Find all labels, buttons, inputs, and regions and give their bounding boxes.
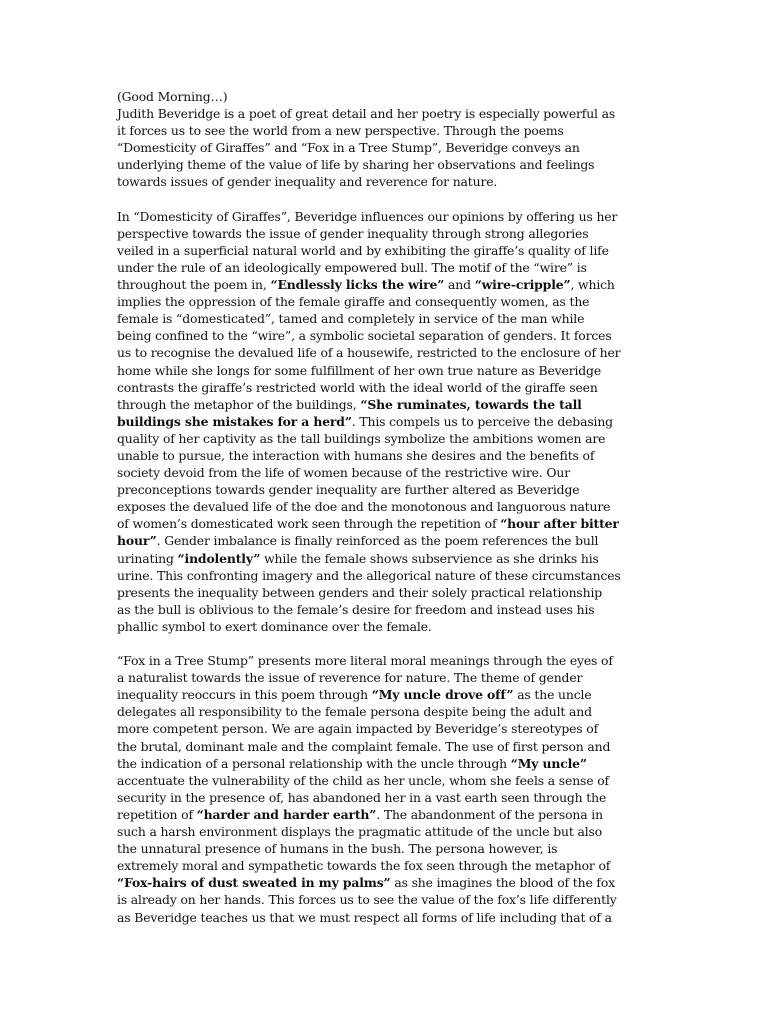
- text-line: preconceptions towards gender inequality are further altered as Beveridge: [117, 482, 580, 498]
- text-line: towards issues of gender inequality and reverence for nature.: [117, 174, 498, 190]
- text-line: society devoid from the life of women because of the restrictive wire. Our: [117, 465, 570, 481]
- text-line: through the metaphor of the buildings, “She ruminates, towards the tall: [117, 396, 582, 412]
- text-line: security in the presence of, has abandoned her in a vast earth seen through the: [117, 789, 607, 805]
- emphasized-quote: buildings she mistakes for a herd”: [117, 413, 352, 429]
- text-line: under the rule of an ideologically empowered bull. The motif of the “wire” is: [117, 259, 587, 275]
- emphasized-quote: “She ruminates, towards the tall: [360, 396, 582, 412]
- text-line: hour”. Gender imbalance is finally reinforced as the poem references the bull: [117, 533, 599, 549]
- essay-body: [117, 88, 653, 943]
- text-line: us to recognise the devalued life of a housewife, restricted to the enclosure of her: [117, 345, 621, 361]
- emphasized-quote: “Fox-hairs of dust sweated in my palms”: [117, 875, 391, 891]
- text-line: exposes the devalued life of the doe and the monotonous and languorous nature: [117, 499, 611, 515]
- text-line: being confined to the “wire”, a symbolic societal separation of genders. It forces: [117, 328, 612, 344]
- text-line: underlying theme of the value of life by sharing her observations and feelings: [117, 157, 595, 173]
- text-line: inequality reoccurs in this poem through “My uncle drove off” as the uncle: [117, 687, 592, 703]
- text-line: the indication of a personal relationship with the uncle through “My uncle”: [117, 755, 587, 771]
- text-line: it forces us to see the world from a new perspective. Through the poems: [117, 123, 564, 139]
- text-line: more competent person. We are again impacted by Beveridge’s stereotypes of: [117, 721, 599, 737]
- emphasized-quote: “My uncle drove off”: [371, 687, 514, 703]
- text-line: throughout the poem in, “Endlessly licks the wire” and “wire-cripple”, which: [117, 277, 615, 293]
- text-line: presents the inequality between genders and their solely practical relationship: [117, 584, 603, 600]
- text-line: buildings she mistakes for a herd”. This compels us to perceive the debasing: [117, 413, 613, 429]
- emphasized-quote: “indolently”: [177, 550, 261, 566]
- text-line: female is “domesticated”, tamed and completely in service of the man while: [117, 311, 585, 327]
- emphasized-quote: “hour after bitter: [500, 516, 619, 532]
- text-line: urinating “indolently” while the female shows subservience as she drinks his: [117, 550, 599, 566]
- text-line: repetition of “harder and harder earth”. The abandonment of the persona in: [117, 806, 603, 822]
- text-line: “Domesticity of Giraffes” and “Fox in a Tree Stump”, Beveridge conveys an: [117, 140, 580, 156]
- text-line: such a harsh environment displays the pragmatic attitude of the uncle but also: [117, 824, 603, 840]
- text-line: quality of her captivity as the tall buildings symbolize the ambitions women are: [117, 430, 606, 446]
- text-line: implies the oppression of the female giraffe and consequently women, as the: [117, 294, 590, 310]
- text-line: contrasts the giraffe’s restricted world with the ideal world of the giraffe seen: [117, 379, 598, 395]
- paragraph: [117, 105, 653, 190]
- text-line: is already on her hands. This forces us to see the value of the fox’s life differently: [117, 892, 617, 908]
- text-line: Judith Beveridge is a poet of great detail and her poetry is especially powerful as: [117, 106, 616, 122]
- text-line: veiled in a superficial natural world and by exhibiting the giraffe’s quality of life: [117, 242, 609, 258]
- text-line: the unnatural presence of humans in the bush. The persona however, is: [117, 841, 558, 857]
- text-line: home while she longs for some fulfillment of her own true nature as Beveridge: [117, 362, 602, 378]
- greeting: (Good Morning…): [117, 89, 228, 104]
- paragraph: [117, 208, 653, 635]
- text-line: accentuate the vulnerability of the child as her uncle, whom she feels a sense of: [117, 772, 609, 788]
- text-line: as the bull is oblivious to the female’s desire for freedom and instead uses his: [117, 601, 595, 617]
- paragraph: [117, 652, 653, 926]
- text-line: as Beveridge teaches us that we must respect all forms of life including that of a: [117, 909, 612, 925]
- text-line: urine. This confronting imagery and the allegorical nature of these circumstances: [117, 567, 621, 583]
- text-line: In “Domesticity of Giraffes”, Beveridge influences our opinions by offering us her: [117, 208, 618, 224]
- text-line: of women’s domesticated work seen through the repetition of “hour after bitter: [117, 516, 619, 532]
- emphasized-quote: “Endlessly licks the wire”: [270, 277, 445, 293]
- emphasized-quote: “harder and harder earth”: [196, 806, 377, 822]
- text-line: “Fox-hairs of dust sweated in my palms” as she imagines the blood of the fox: [117, 875, 615, 891]
- text-line: phallic symbol to exert dominance over the female.: [117, 618, 432, 634]
- text-line: perspective towards the issue of gender inequality through strong allegories: [117, 225, 589, 241]
- text-line: the brutal, dominant male and the complaint female. The use of first person and: [117, 738, 611, 754]
- text-line: a naturalist towards the issue of reverence for nature. The theme of gender: [117, 670, 583, 686]
- emphasized-quote: hour”: [117, 533, 157, 549]
- emphasized-quote: “wire-cripple”: [474, 277, 571, 293]
- text-line: delegates all responsibility to the female persona despite being the adult and: [117, 704, 592, 720]
- text-line: extremely moral and sympathetic towards the fox seen through the metaphor of: [117, 858, 611, 874]
- text-line: unable to pursue, the interaction with humans she desires and the benefits of: [117, 447, 595, 463]
- emphasized-quote: “My uncle”: [510, 755, 587, 771]
- essay-paragraphs: [117, 105, 653, 926]
- text-line: “Fox in a Tree Stump” presents more literal moral meanings through the eyes of: [117, 653, 613, 669]
